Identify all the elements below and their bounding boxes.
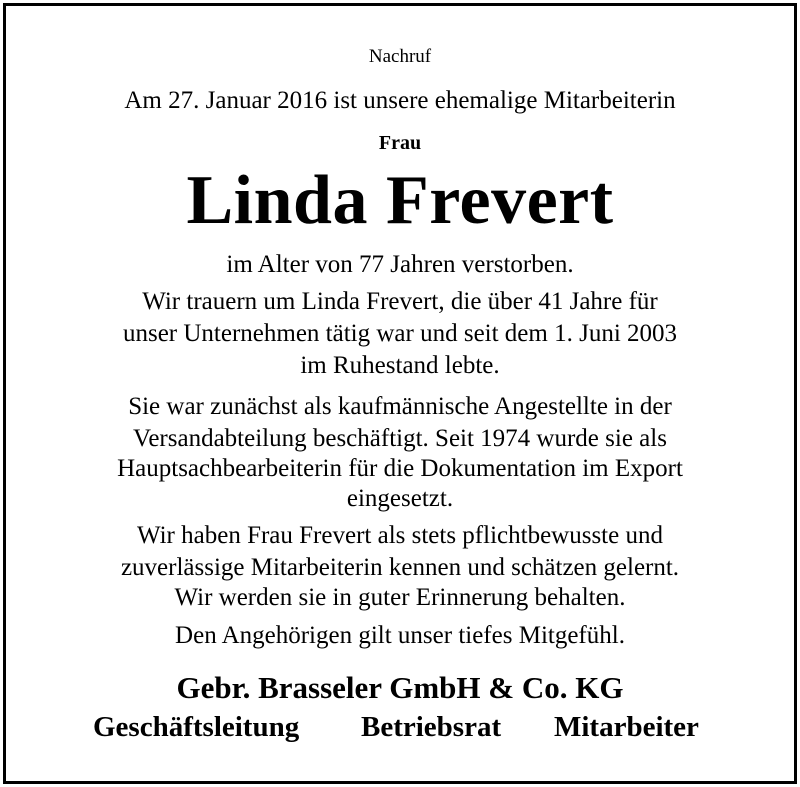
paragraph-line: Wir haben Frau Frevert als stets pflichtbewusste und [137,522,663,549]
company-name: Gebr. Brasseler GmbH & Co. KG [176,670,624,705]
salutation: Frau [378,132,422,154]
signatory-works-council: Betriebsrat [361,711,502,743]
notice-heading: Nachruf [368,46,432,67]
age-line: im Alter von 77 Jahren verstorben. [226,251,574,278]
intro-line: Am 27. Januar 2016 ist unsere ehemalige Mitarbeiterin [124,87,676,114]
paragraph-line: Sie war zunächst als kaufmännische Angestellte in der [128,393,672,420]
paragraph-line: zuverlässige Mitarbeiterin kennen und schätzen gelernt. [120,554,680,581]
paragraph-line: Wir trauern um Linda Frevert, die über 41 Jahre für [142,288,658,315]
paragraph-line: Wir werden sie in guter Erinnerung behalten. [174,584,626,611]
signatory-management: Geschäftsleitung [93,711,300,743]
deceased-name: Linda Frevert [186,162,614,239]
paragraph-line: eingesetzt. [346,485,454,512]
paragraph-line: Hauptsachbearbeiterin für die Dokumentation im Export [117,455,683,482]
paragraph-line: im Ruhestand lebte. [300,352,500,379]
paragraph-line: unser Unternehmen tätig war und seit dem 1. Juni 2003 [122,320,678,347]
paragraph-line: Versandabteilung beschäftigt. Seit 1974 wurde sie als [133,425,667,452]
signatory-employees: Mitarbeiter [554,711,699,743]
closing-line: Den Angehörigen gilt unser tiefes Mitgefühl. [175,622,625,649]
